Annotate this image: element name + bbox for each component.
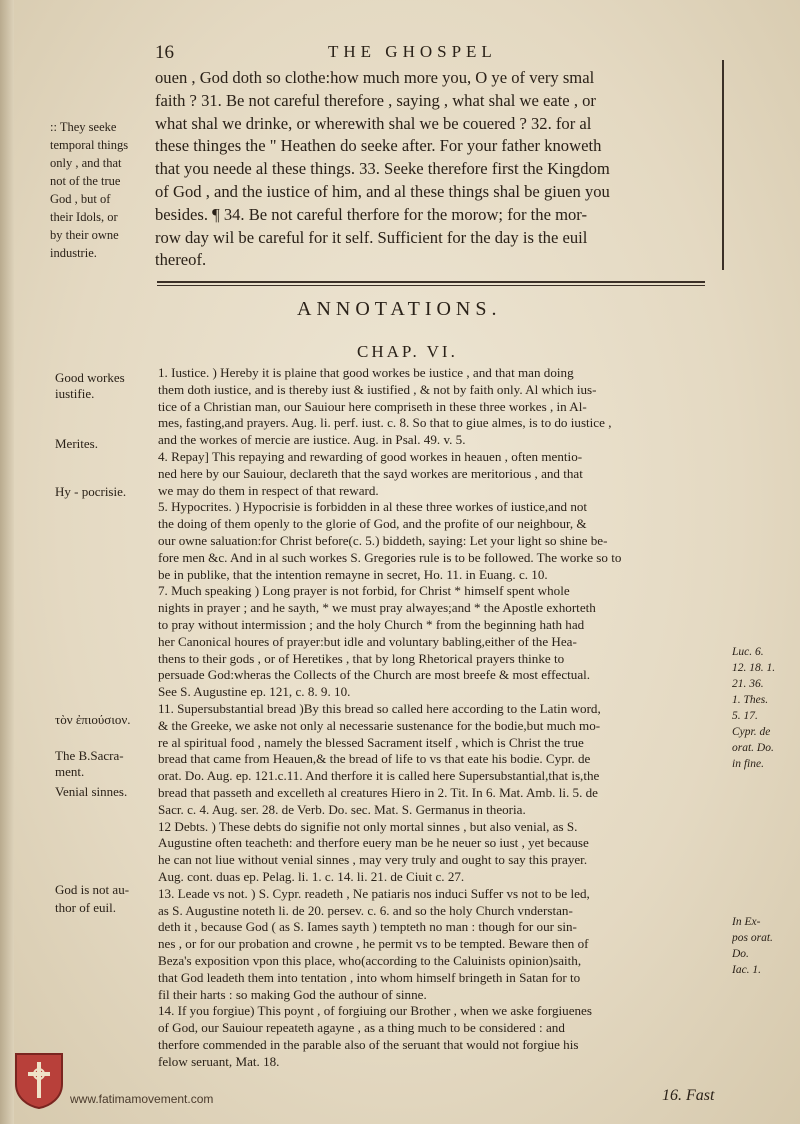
chapter-heading: CHAP. VI. [357,342,458,361]
annotation-line: therfore commended in the parable also of the seruant that would not forgiue his [158,1037,579,1052]
annotation-line: 13. Leade vs not. ) S. Cypr. readeth , Ne patiaris nos induci Suffer vs not to be led, [158,885,590,901]
gloss-line: God , but of [50,193,111,206]
annotation-line: & the Greeke, we aske not only al necessarie sustenance for the bodie,but much mo- [158,717,601,733]
gloss-line: only , and that [50,157,122,170]
annotation-line: bread that came from Heauen,& the bread of life to vs that eate his bodie. Cypr. de [158,751,591,767]
page-number: 16 [155,42,174,63]
annotation-line: nes , or for our probation and crowne , he permit vs to be tempted. Beware then of [158,936,589,952]
annotation-line: and the workes of mercie are iustice. Aug. in Psal. 49. v. 5. [158,432,466,448]
annotation-line: 1. Iustice. ) Hereby it is plaine that good workes be iustice , and that man doing [158,365,574,380]
annotation-line: ned here by our Sauiour, declareth that the sayd workes are meritorious , and that [158,465,583,481]
annotation-line: bread that passeth and excelleth al creatures Hiero in 2. Tit. In 6. Mat. Amb. li. 5. de [158,785,598,800]
annotation-line: of God, our Sauiour repeateth agayne , as a thing much to be considered : and [158,1020,565,1036]
gospel-line: row day wil be careful for it self. Sufficient for the day is the euil [155,227,588,247]
annotation-line: nights in prayer ; and he sayth, * we must pray alwayes;and * the Apostle exhorteth [158,600,596,616]
left-margin-note: thor of euil. [55,900,117,915]
left-margin-note: Hy - pocrisie. [55,484,127,499]
annotation-line: persuade God:wheras the Collects of the Church are most breefe & most effectual. [158,667,591,683]
gospel-line: thereof. [155,250,207,270]
annotation-line: our owne saluation:for Christ before(c. 5.) biddeth, saying: Let your light so shine be- [158,533,608,548]
right-margin-note: in fine. [732,758,764,770]
section-rule [157,281,705,283]
left-margin-note: Merites. [55,436,98,451]
annotation-line: her Canonical houres of prayer:but idle and voluntary babling,either of the Hea- [158,633,577,649]
annotation-line: Augustine often teacheth: and therfore euery man be he neuer so iust , yet because [158,835,589,851]
right-margin-note: In Ex- [732,916,761,928]
gospel-line: what shal we drinke, or wherewith shal we be couered ? 32. for al [155,113,592,133]
annotation-line: mes, fasting,and prayers. Aug. li. perf. iust. c. 8. So that to giue almes, is to do iustice , [158,415,612,431]
annotation-line: tice of a Christian man, our Sauiour here compriseth in these three workes , in Al- [158,398,587,414]
annotation-line: re al spiritual food , namely the blessed Sacrament itself , which is Christ the true [158,734,584,750]
running-title: THE GHOSPEL [328,42,497,61]
annotation-line: 7. Much speaking ) Long prayer is not forbid, for Christ * himself spent whole [158,583,570,599]
left-margin-note: τὸν ἐπιούσιον. [55,712,131,727]
annotation-line: as S. Augustine noteth li. de 20. persev. c. 6. and so the holy Church vnderstan- [158,902,573,918]
gloss-line: not of the true [50,175,121,188]
gospel-line: faith ? 31. Be not careful therefore , saying , what shal we eate , or [155,90,596,110]
gloss-line: their Idols, or [50,211,118,224]
annotation-line: thens to their gods , or of Heretikes , that by long Rhetorical prayers thinke to [158,650,565,666]
right-margin-note: 12. 18. 1. [732,662,776,674]
annotation-line: to pray without intermission ; and the holy Church * from the beginning hath had [158,617,585,632]
source-url: www.fatimamovement.com [70,1092,214,1106]
catchword: 16. Fast [662,1087,715,1104]
vertical-rule [722,60,724,270]
gospel-line: of God , and the iustice of him, and al these things shal be giuen you [155,182,610,201]
left-margin-note: God is not au- [55,882,130,897]
annotation-line: 12 Debts. ) These debts do signifie not only mortal sinnes , but also venial, as S. [158,818,578,834]
fatima-crest-logo [12,1050,66,1110]
annotation-line: fore men &c. And in al such workes S. Gregories rule is to be followed. The worke so to [158,549,622,565]
annotation-line: 11. Supersubstantial bread )By this bread so called here according to the Latin word, [158,701,601,716]
annotation-line: them doth iustice, and is thereby iust & iustified , & not by faith only. Al which ius- [158,381,597,397]
annotation-line: he can not liue without venial sinnes , may very truly and ought to say this prayer. [158,852,588,868]
left-margin-note: Venial sinnes. [55,784,128,799]
gloss-line: by their owne [50,229,119,242]
annotation-line: that God leadeth them into tentation , into whom himself bringeth in Satan for to [158,969,581,985]
right-margin-note: 21. 36. [732,678,764,690]
right-margin-note: 5. 17. [732,710,758,722]
annotation-line: 5. Hypocrites. ) Hypocrisie is forbidden in al these three workes of iustice,and not [158,499,588,515]
gospel-line: ouen , God doth so clothe:how much more you, O ye of very smal [155,68,595,87]
annotation-line: Aug. cont. duas ep. Pelag. li. 1. c. 14. li. 21. de Ciuit c. 27. [158,869,465,884]
gospel-line: besides. ¶ 34. Be not careful therfore for the morow; for the mor- [155,204,588,224]
annotation-line: See S. Augustine ep. 121, c. 8. 9. 10. [158,684,351,700]
right-margin-note: Iac. 1. [732,964,762,976]
annotation-line: 14. If you forgiue) This poynt , of forgiuing our Brother , when we aske forgiuenes [158,1003,592,1019]
right-margin-note: orat. Do. [732,742,774,754]
right-margin-note: 1. Thes. [732,694,769,706]
left-margin-note: Good workes [55,370,125,385]
gloss-line: temporal things [50,139,129,152]
right-margin-note: Do. [732,948,749,960]
annotation-line: Sacr. c. 4. Aug. ser. 28. de Verb. Do. sec. Mat. S. Germanus in theoria. [158,801,526,817]
gloss-line: :: They seeke [50,121,117,134]
section-rule-thin [157,285,705,286]
right-margin-note: Luc. 6. [732,646,764,658]
annotation-line: the doing of them openly to the glorie of God, and the profite of our neighbour, & [158,516,587,532]
annotation-line: be in publike, that the intention remayne in secret, Ho. 11. in Euang. c. 10. [158,566,548,582]
right-margin-note: Cypr. de [732,726,771,738]
gospel-line: that you neede al these things. 33. Seeke therefore first the Kingdom [155,159,610,179]
annotation-line: deth it , because God ( as S. Iames sayth ) tempteth no man : though for our sin- [158,919,577,935]
left-margin-note: ment. [55,764,85,779]
left-margin-note: The B.Sacra- [55,748,124,763]
annotation-line: felow seruant, Mat. 18. [158,1053,280,1069]
gospel-line: these thinges the " Heathen do seeke after. For your father knoweth [155,136,602,156]
page-gutter [0,0,14,1124]
annotation-line: fil their harts : so making God the authour of sinne. [158,986,427,1002]
annotation-line: 4. Repay] This repaying and rewarding of good workes in heauen , often mentio- [158,449,583,464]
annotation-line: Beza's exposition vpon this place, who(according to the Caluinists opinion)saith, [158,953,582,968]
gloss-line: industrie. [50,247,97,260]
annotations-heading: ANNOTATIONS. [297,298,502,320]
annotation-line: we may do them in respect of that reward. [158,482,379,498]
annotation-line: orat. Do. Aug. ep. 121.c.11. And therfore it is called here Supersubstantial,that is,the [158,768,600,784]
right-margin-note: pos orat. [732,932,773,944]
left-margin-note: iustifie. [55,386,95,401]
